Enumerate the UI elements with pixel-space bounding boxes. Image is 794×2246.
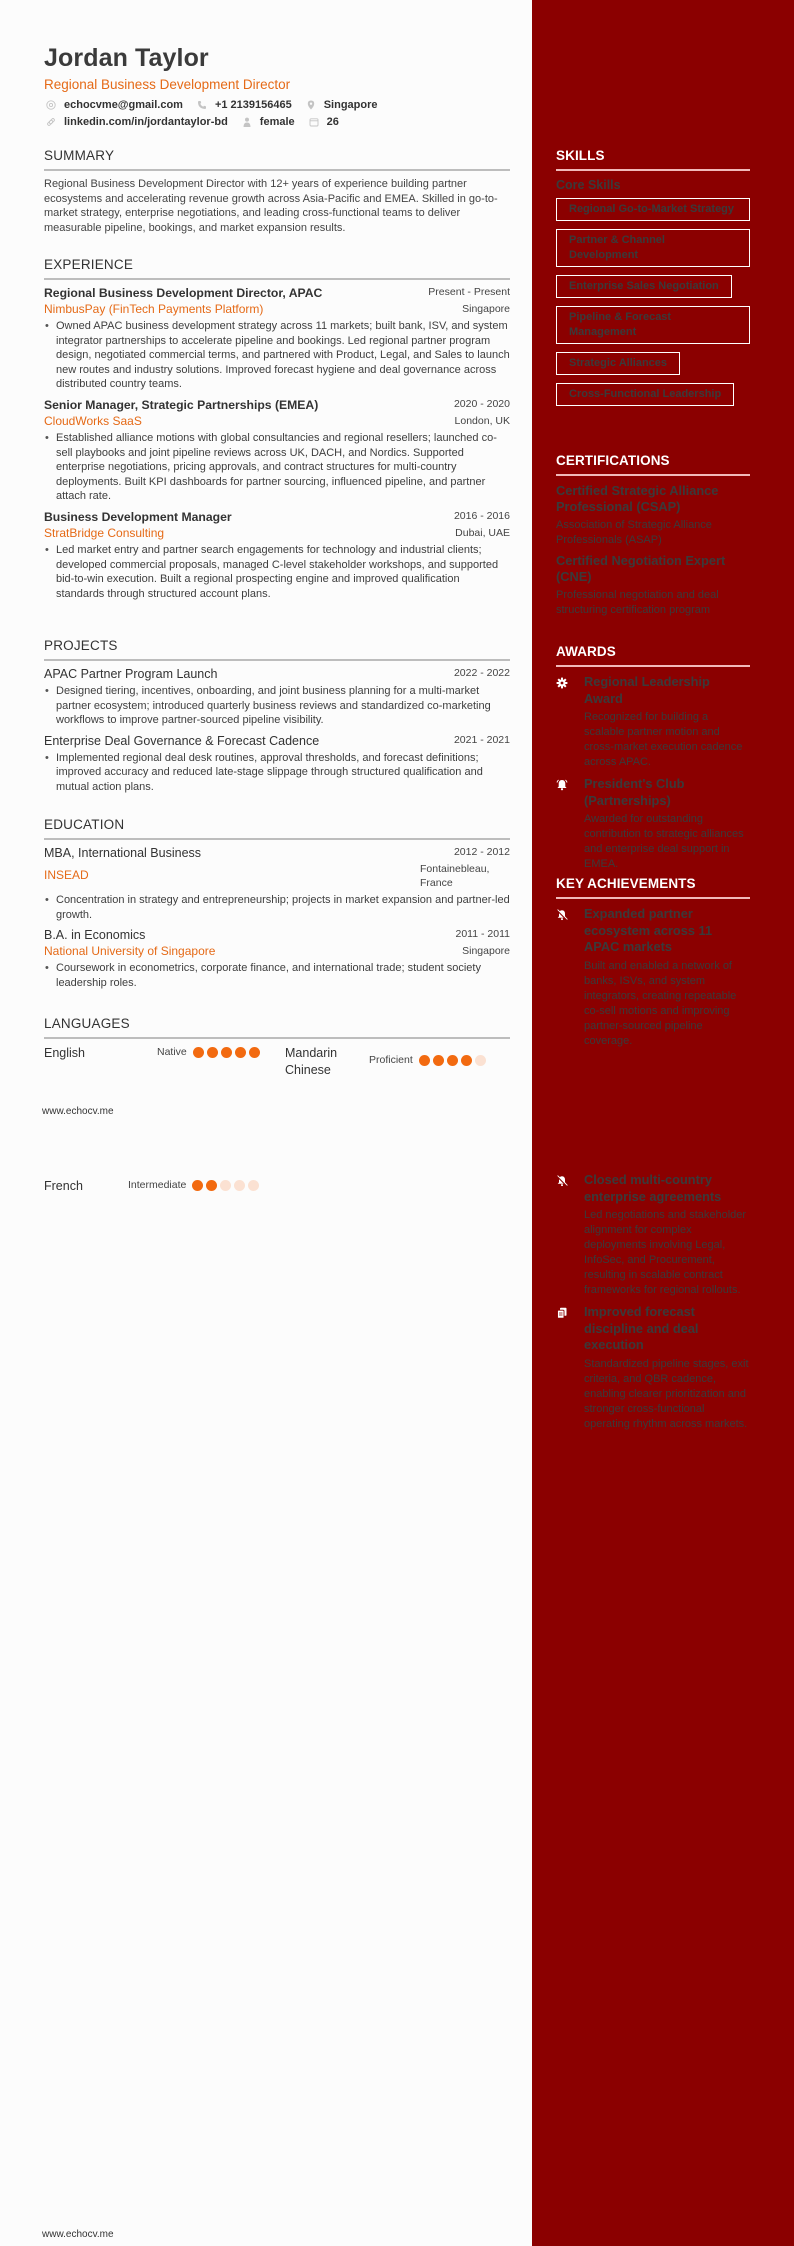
language-level: Proficient [369,1054,413,1066]
language-level: Native [157,1046,187,1058]
rating-dot-filled [235,1047,246,1058]
education-dates: 2012 - 2012 [453,846,510,858]
degree: MBA, International Business [44,846,202,860]
certification-issuer: Professional negotiation and deal structuring certification program [556,589,719,616]
language-name: English [44,1046,85,1060]
rating-dot-filled [461,1055,472,1066]
award-title: President's Club (Partnerships) [584,776,685,808]
skill-chip: Enterprise Sales Negotiation [556,275,732,298]
languages-row [44,1045,510,1079]
contact-location: Singapore [306,99,378,111]
rating-dot-filled [419,1055,430,1066]
achievement-title: Improved forecast discipline and deal execution [584,1304,699,1352]
skills-subheading: Core Skills [556,178,621,192]
education-section [44,817,510,996]
experience-entry [44,286,510,392]
education-location: Fontainebleau, France [420,863,490,889]
company-name: CloudWorks SaaS [44,413,142,428]
footer-url[interactable]: www.echocv.me [42,2229,114,2240]
projects-section [44,638,510,801]
contact-row-2 [46,116,353,128]
contact-gender: female [242,116,295,128]
rating-dot-filled [433,1055,444,1066]
languages-heading: LANGUAGES [44,1016,510,1039]
language-level: Intermediate [128,1179,187,1191]
calendar-icon [309,117,319,127]
bell-icon [556,776,584,872]
education-location: Singapore [462,945,510,958]
project-entry [44,667,510,728]
certification-issuer: Association of Strategic Alliance Professionals (ASAP) [556,519,712,546]
degree: B.A. in Economics [44,928,146,943]
project-entry [44,734,510,795]
education-description: • Coursework in econometrics, corporate finance, and international trade; student society leadership roles. [44,961,510,990]
link-icon [46,117,56,127]
language-name: Mandarin Chinese [285,1046,338,1077]
skill-chip: Partner & Channel Development [556,229,750,267]
achievement-item [556,906,750,1049]
rating-dot-filled [249,1047,260,1058]
rating-dot-filled [207,1047,218,1058]
job-location: Singapore [462,303,510,315]
contact-email[interactable]: echocvme@gmail.com [46,99,183,111]
certification-name: Certified Strategic Alliance Professional (CSAP) [556,483,719,514]
education-description: • Concentration in strategy and entrepreneurship; projects in market expansion and partner-led growth. [44,893,510,922]
job-description: • Established alliance motions with global consultancies and regional resellers; launched co-sell playbooks and joint pipeline reviews across UK, DACH, and Nordics. Supported enterprise negotiations, pricing approvals, and contract structures for multi-country deployments. Built KPI dashboards for partner sourcing, influenced pipeline, and partner attach rate. [44,431,510,504]
candidate-name: Jordan Taylor [44,44,209,72]
certifications-heading: CERTIFICATIONS [556,453,750,476]
job-dates: 2020 - 2020 [453,397,510,410]
project-title: APAC Partner Program Launch [44,667,218,681]
certifications-section [556,453,750,623]
award-description: Awarded for outstanding contribution to strategic alliances and enterprise deal support in EMEA. [584,813,744,870]
job-title: Senior Manager, Strategic Partnerships (EMEA) [44,397,319,412]
summary-section [44,148,510,235]
candidate-title: Regional Business Development Director [44,77,291,92]
achievements-continued [556,1172,750,1438]
at-icon [46,100,56,110]
job-location: Dubai, UAE [455,526,510,539]
skill-chip: Strategic Alliances [556,352,680,375]
skill-chip: Regional Go-to-Market Strategy [556,198,750,221]
achievements-section [556,876,750,1055]
skill-chip: Cross-Functional Leadership [556,383,734,406]
company-name: NimbusPay (FinTech Payments Platform) [44,302,264,316]
award-item [556,776,750,872]
job-dates: Present - Present [428,286,510,298]
rating-dot-empty [475,1055,486,1066]
achievement-description: Built and enabled a network of banks, ISVs, and system integrators, creating repeatable co-sell motions and improving partner-sourced pipeline coverage. [584,959,737,1047]
job-title: Business Development Manager [44,509,232,524]
language-name: French [44,1179,83,1193]
school-name: INSEAD [44,868,89,882]
job-description: • Led market entry and partner search engagements for technology and industrial clients; developed commercial proposals, managed C-level stakeholder workshops, and supported bid-to-win execution. Built a regional prospecting engine and improved qualification standards through structured account plans. [44,543,510,601]
map-pin-icon [306,100,316,110]
school-name: National University of Singapore [44,944,216,959]
summary-heading: SUMMARY [44,148,510,171]
achievement-description: Led negotiations and stakeholder alignment for complex deployments involving Legal, InfoSec, and Procurement, resulting in scalable contract frameworks for regional rollouts. [584,1209,747,1296]
rating-dot-filled [192,1180,203,1191]
award-title: Regional Leadership Award [584,674,710,706]
contact-phone[interactable]: +1 2139156465 [197,99,292,111]
language-rating [419,1055,486,1066]
language-item [44,1045,285,1062]
education-entry [44,846,510,922]
award-description: Recognized for building a scalable partner motion and cross-market execution cadence across APAC. [584,711,743,768]
project-description: • Designed tiering, incentives, onboarding, and joint business planning for a multi-market partner ecosystem; introduced quarterly business reviews and standardized co-marketing workflows to improve partner-sourced pipeline visibility. [44,684,510,728]
person-icon [242,117,252,127]
bell-slash-icon [556,1172,584,1298]
job-dates: 2016 - 2016 [453,509,510,522]
achievement-description: Standardized pipeline stages, exit criteria, and QBR cadence, enabling clearer prioritization and stronger cross-functional operating rhythm across markets. [584,1357,749,1430]
company-name: StratBridge Consulting [44,525,165,540]
achievement-item [556,1172,750,1298]
job-description: • Owned APAC business development strategy across 11 markets; built bank, ISV, and system integrator partnerships to accelerate pipeline and bookings. Led regional partner program design, negotiated commercial terms, and partnered with Product, Legal, and Sales to launch new routes and industry solutions. Improved forecast hygiene and deal governance across distributed country teams. [44,319,510,392]
awards-section [556,644,750,878]
skill-chip: Pipeline & Forecast Management [556,306,750,344]
languages-continued [44,1178,510,1195]
languages-section [44,1016,510,1079]
contact-row-1 [46,99,392,111]
rating-dot-filled [221,1047,232,1058]
awards-heading: AWARDS [556,644,750,667]
award-item [556,674,750,770]
bell-slash-icon [556,906,584,1049]
phone-icon [197,100,207,110]
certification-name: Certified Negotiation Expert (CNE) [556,553,726,584]
language-rating [192,1180,259,1191]
rating-dot-filled [447,1055,458,1066]
achievement-title: Closed multi-country enterprise agreements [584,1172,722,1204]
project-title: Enterprise Deal Governance & Forecast Cadence [44,733,320,748]
projects-heading: PROJECTS [44,638,510,661]
achievement-title: Expanded partner ecosystem across 11 APAC markets [584,906,713,954]
experience-section [44,257,510,607]
project-description: • Implemented regional deal desk routines, approval thresholds, and forecast definitions; improved accuracy and reduced late-stage slippage through structured qualification and mutual action plans. [44,751,510,795]
experience-heading: EXPERIENCE [44,257,510,280]
achievement-item [556,1304,750,1432]
rating-dot-empty [248,1180,259,1191]
documents-icon [556,1304,584,1432]
contact-age: 26 [309,116,339,128]
achievements-heading: KEY ACHIEVEMENTS [556,876,750,899]
skills-section [556,148,750,414]
rating-dot-filled [193,1047,204,1058]
project-dates: 2022 - 2022 [453,667,510,679]
rating-dot-empty [234,1180,245,1191]
rating-dot-filled [206,1180,217,1191]
summary-text: Regional Business Development Director with 12+ years of experience building partner ecosystems and accelerating revenue growth across Asia-Pacific and EMEA. Skilled in go-to-market strategy, enterprise negotiations, and leading cross-functional teams to deliver measurable pipeline, bookings, and market expansion results. [44,178,498,234]
education-entry [44,928,510,990]
education-heading: EDUCATION [44,817,510,840]
gear-icon [556,674,584,770]
footer-url[interactable]: www.echocv.me [42,1106,114,1117]
rating-dot-empty [220,1180,231,1191]
language-rating [193,1047,260,1058]
project-dates: 2021 - 2021 [453,733,510,746]
language-item [285,1045,510,1079]
education-dates: 2011 - 2011 [455,928,510,941]
contact-linkedin[interactable]: linkedin.com/in/jordantaylor-bd [46,116,228,128]
job-title: Regional Business Development Director, APAC [44,286,323,300]
job-location: London, UK [454,414,510,427]
experience-entry [44,398,510,504]
skills-heading: SKILLS [556,148,750,171]
experience-entry [44,510,510,601]
language-item [44,1178,284,1195]
